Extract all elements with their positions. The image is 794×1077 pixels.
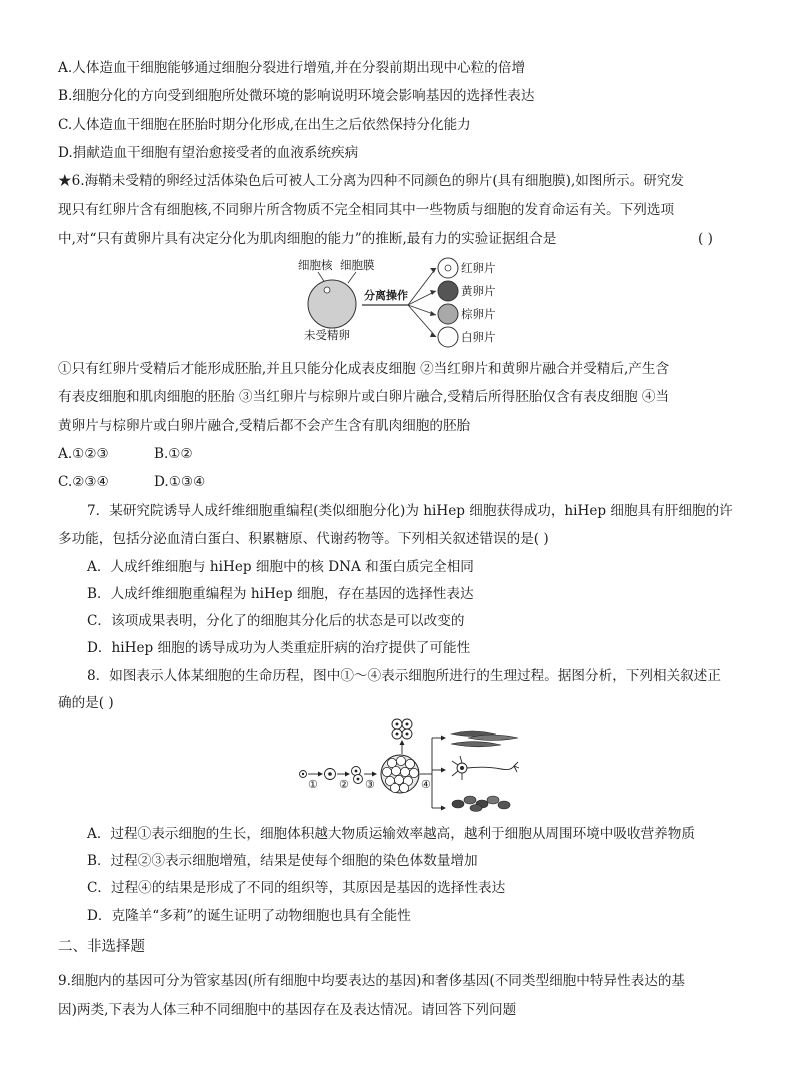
q8-cell-history-figure [296,716,526,812]
label-unfertilized-egg: 未受精卵 [304,328,350,342]
section-title: 二、非选择题 [58,939,145,955]
label-brown-piece: 棕卵片 [461,307,496,321]
q6-option-c: C.②③④ [58,474,109,490]
q6-stem-text: 6.海鞘未受精的卵经过活体染色后可被人工分离为四种不同颜色的卵片(具有细胞膜),如图所示。研究发 [71,173,685,189]
q7-stem-line-1: 7．某研究院诱导人成纤维细胞重编程(类似细胞分化)为 hiHep 细胞获得成功，hiHep 细胞具有肝细胞的许 [87,503,733,519]
label-membrane: 细胞膜 [340,258,375,272]
white-piece [438,327,458,347]
q7-option-b: B．人成纤维细胞重编程为 hiHep 细胞，存在基因的选择性表达 [87,586,474,602]
egg-nucleus [324,287,330,293]
q8-option-d: D．克隆羊“多莉”的诞生证明了动物细胞也具有全能性 [87,908,411,924]
q7-option-d: D．hiHep 细胞的诱导成功为人类重症肝病的治疗提供了可能性 [87,640,471,656]
q6-egg-figure [296,255,518,355]
label-white-piece: 白卵片 [461,330,496,344]
q7-option-c: C．该项成果表明，分化了的细胞其分化后的状态是可以改变的 [87,613,465,629]
q6-stem-line-1 [58,171,684,191]
brown-piece [438,304,458,324]
four-cell-cluster [392,719,412,739]
q5-option-b: B.细胞分化的方向受到细胞所处微环境的影响说明环境会影响基因的选择性表达 [58,88,535,104]
label-red-piece: 红卵片 [461,261,496,275]
unfertilized-egg [308,280,356,328]
q5-option-c: C.人体造血干细胞在胚胎时期分化形成,在出生之后依然保持分化能力 [58,117,471,133]
q7-stem-line-2: 多功能，包括分泌血清白蛋白、积累糖原、代谢药物等。下列相关叙述错误的是( ) [58,531,549,547]
muscle-cells [451,731,518,747]
q6-answer-paren: ( ) [698,231,713,247]
q5-option-d: D.捐献造血干细胞有望治愈接受者的血液系统疾病 [58,145,359,161]
q5-option-a: A.人体造血干细胞能够通过细胞分裂进行增殖,并在分裂前期出现中心粒的倍增 [58,60,526,76]
process-marker-4: ④ [421,778,431,791]
q6-statements-line-2: 有表皮细胞和肌肉细胞的胚胎 ③当红卵片与棕卵片或白卵片融合,受精后所得胚胎仅含有表皮细胞 ④当 [58,389,670,405]
process-marker-2: ② [339,778,349,791]
label-separation: 分离操作 [364,289,408,302]
process-marker-1: ① [308,778,318,791]
q8-option-a: A．过程①表示细胞的生长，细胞体积越大物质运输效率越高，越利于细胞从周围环境中吸收营养物质 [87,826,695,842]
cell-mass [381,755,419,793]
cell-cluster-bottom [452,796,510,812]
q6-option-a: A.①②③ [58,446,109,462]
yellow-piece [438,281,458,301]
q6-statements-line-3: 黄卵片与棕卵片或白卵片融合,受精后都不会产生含有肌肉细胞的胚胎 [58,418,471,434]
q8-stem-line-2: 确的是( ) [58,695,114,711]
red-piece-nucleus [445,265,451,271]
q9-stem-line-1: 9.细胞内的基因可分为管家基因(所有细胞中均要表达的基因)和奢侈基因(不同类型细胞中特异性表达的基 [58,973,686,989]
q6-statements-line-1: ①只有红卵片受精后才能形成胚胎,并且只能分化成表皮细胞 ②当红卵片和黄卵片融合并受精后,产生含 [58,361,670,377]
q8-option-c: C．过程④的结果是形成了不同的组织等，其原因是基因的选择性表达 [87,880,506,896]
q8-option-b: B．过程②③表示细胞增殖，结果是使每个细胞的染色体数量增加 [87,853,478,869]
q6-option-b: B.①② [154,446,193,462]
label-nucleus: 细胞核 [298,258,333,272]
q7-option-a: A．人成纤维细胞与 hiHep 细胞中的核 DNA 和蛋白质完全相同 [87,559,474,575]
q9-stem-line-2: 因)两类,下表为人体三种不同细胞中的基因存在及表达情况。请回答下列问题 [58,1002,517,1018]
neuron [452,756,519,780]
q6-stem-line-2: 现只有红卵片含有细胞核,不同卵片所含物质不完全相同其中一些物质与细胞的发育命运有关。下列选项 [58,202,675,218]
q6-stem-line-3: 中,对“只有黄卵片具有决定分化为肌肉细胞的能力”的推断,最有力的实验证据组合是 [58,231,557,247]
q8-stem-line-1: 8．如图表示人体某细胞的生命历程，图中①～④表示细胞所进行的生理过程。据图分析，下列相关叙述正 [87,668,721,684]
label-yellow-piece: 黄卵片 [461,284,496,298]
process-marker-3: ③ [365,778,375,791]
q6-option-d: D.①③④ [154,474,206,490]
star-icon: ★ [58,173,72,189]
